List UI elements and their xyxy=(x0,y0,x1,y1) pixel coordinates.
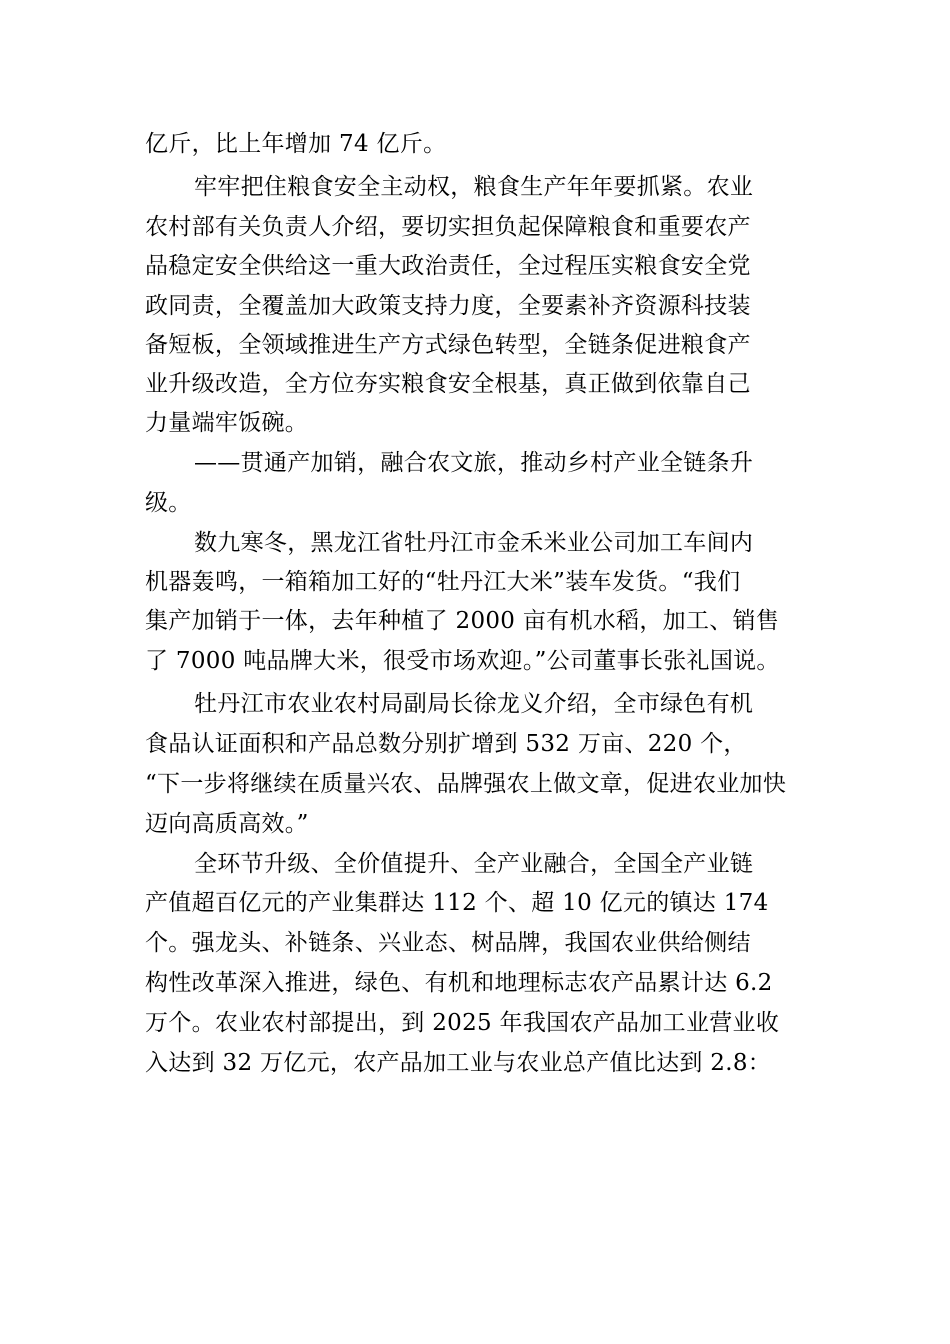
text-line: 构性改革深入推进，绿色、有机和地理标志农产品累计达 6.2 xyxy=(145,970,773,996)
paragraph-start: 数九寒冬，黑龙江省牡丹江市金禾米业公司加工车间内 xyxy=(194,530,754,556)
text-line: 了 7000 吨品牌大米，很受市场欢迎。”公司董事长张礼国说。 xyxy=(145,648,780,674)
text-line: 力量端牢饭碗。 xyxy=(145,410,309,436)
text-line: 迈向高质高效。” xyxy=(145,811,309,837)
text-line: 产值超百亿元的产业集群达 112 个、超 10 亿元的镇达 174 xyxy=(145,890,769,916)
text-line: 品稳定安全供给这一重大政治责任，全过程压实粮食安全党 xyxy=(145,253,751,279)
paragraph-start: 全环节升级、全价值提升、全产业融合，全国全产业链 xyxy=(194,851,754,877)
text-line: 入达到 32 万亿元，农产品加工业与农业总产值比达到 2.8： xyxy=(145,1050,772,1076)
text-line: 万个。农业农村部提出，到 2025 年我国农产品加工业营业收 xyxy=(145,1010,780,1036)
text-line: 农村部有关负责人介绍，要切实担负起保障粮食和重要农产 xyxy=(145,214,751,240)
text-line: 备短板，全领域推进生产方式绿色转型，全链条促进粮食产 xyxy=(145,332,751,358)
text-line: 机器轰鸣，一箱箱加工好的“牡丹江大米”装车发货。“我们 xyxy=(145,569,741,595)
text-line: 亿斤，比上年增加 74 亿斤。 xyxy=(145,131,447,157)
text-line: 业升级改造，全方位夯实粮食安全根基，真正做到依靠自己 xyxy=(145,371,751,397)
section-heading-cont: 级。 xyxy=(145,490,192,516)
section-heading: ——贯通产加销，融合农文旅，推动乡村产业全链条升 xyxy=(194,450,754,476)
text-line: 集产加销于一体，去年种植了 2000 亩有机水稻，加工、销售 xyxy=(145,608,780,634)
text-line: 食品认证面积和产品总数分别扩增到 532 万亩、220 个， xyxy=(145,731,747,757)
text-line: “下一步将继续在质量兴农、品牌强农上做文章，促进农业加快 xyxy=(145,771,787,797)
text-line: 个。强龙头、补链条、兴业态、树品牌，我国农业供给侧结 xyxy=(145,930,751,956)
paragraph-start: 牡丹江市农业农村局副局长徐龙义介绍，全市绿色有机 xyxy=(194,691,754,717)
paragraph-start: 牢牢把住粮食安全主动权，粮食生产年年要抓紧。农业 xyxy=(194,174,754,200)
text-line: 政同责，全覆盖加大政策支持力度，全要素补齐资源科技装 xyxy=(145,293,751,319)
